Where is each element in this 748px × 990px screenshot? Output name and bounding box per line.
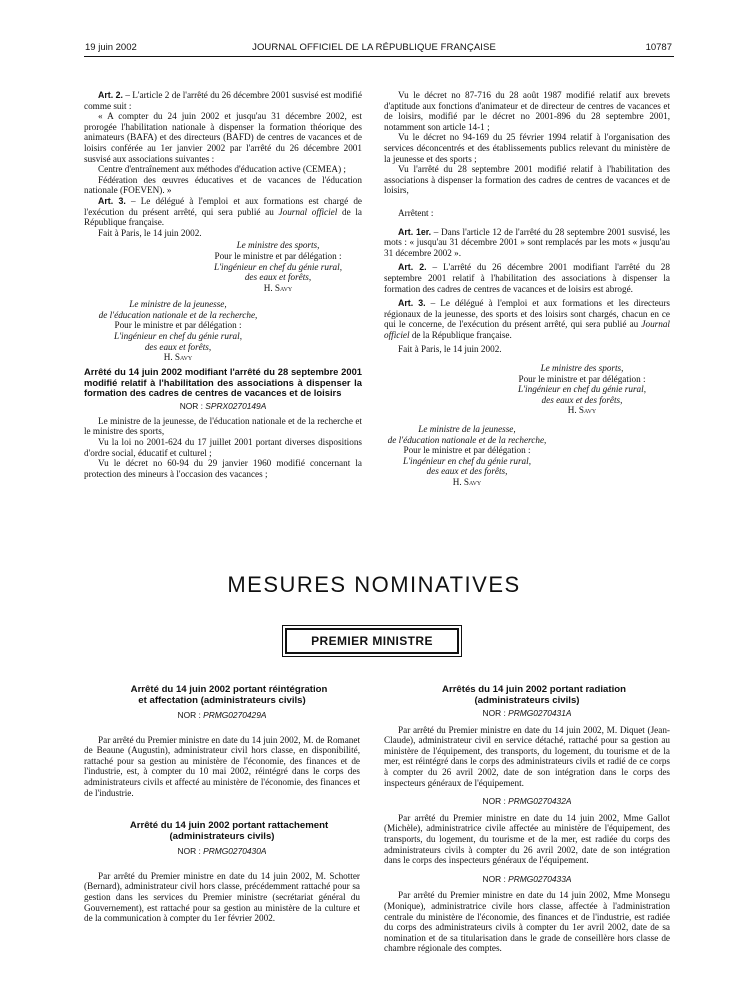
signature-block: Le ministre de la jeunesse, de l'éducation nationale et de la recherche, Pour le ministre et par délégation : L'ingénieur en chef du génie rural, des eaux et des forêts, H. Savy (387, 424, 547, 487)
nor-reference: NOR : PRMG0270430A (177, 846, 267, 857)
article-label: Art. 3. (398, 298, 426, 309)
top-right-column (384, 90, 670, 488)
nor-reference: NOR : SPRX0270149A (179, 401, 267, 412)
bottom-right-column (384, 684, 670, 954)
ministry-box: PREMIER MINISTRE (285, 628, 459, 654)
body-paragraph: Vu le décret no 94-169 du 25 février 1994 relatif à l'organisation des services déconcentrés et des établissements publics relevant du ministère de la jeunesse et des sports ; (384, 132, 670, 164)
header-journal-title: JOURNAL OFFICIEL DE LA RÉPUBLIQUE FRANÇAISE (252, 42, 496, 53)
nor-reference: NOR : PRMG0270433A (482, 873, 572, 884)
decision-paragraph: Par arrêté du Premier ministre en date du 14 juin 2002, M. Diquet (Jean-Claude), administrateur civil en service détaché, rattaché pour sa gestion au ministère de l'équipement, des transports, du logement, du tourisme et de la mer, est réintégré dans le corps des administrateurs civils et radié de ce corps à compter du 26 avril 2002, date de son intégration dans le corps des inspecteurs généraux de l'équipement. (384, 724, 670, 788)
header-date: 19 juin 2002 (85, 42, 137, 53)
signature-block: Le ministre des sports, Pour le ministre et par délégation : L'ingénieur en chef du génie rural, des eaux et des forêts, H. Savy (517, 363, 646, 416)
article-label: Art. 3. (98, 195, 126, 206)
signature-block: Le ministre de la jeunesse, de l'éducation nationale et de la recherche, Pour le ministre et par délégation : L'ingénieur en chef du génie rural, des eaux et forêts, H. Savy (98, 299, 258, 363)
body-paragraph: Vu le décret no 60-94 du 29 janvier 1960 modifié concernant la protection des mineurs à l'occasion des vacances ; (84, 458, 362, 479)
article-2-paragraph: Art. 2. – L'arrêté du 26 décembre 2001 modifiant l'arrêté du 28 septembre 2001 relatif à l'habilitation des associations à dispenser la formation des cadres de centres de vacances et de loisirs est abrogé. (384, 262, 670, 294)
article-3-paragraph: Art. 3. – Le délégué à l'emploi et aux formations est chargé de l'exécution du présent arrêté, qui sera publié au Journal officiel de la République française. (84, 195, 363, 228)
decision-paragraph: Par arrêté du Premier ministre en date du 14 juin 2002, Mme Gallot (Michèle), administratrice civile affectée au ministère de l'équipement, des transports, du logement, du tourisme et de la mer, est radiée du corps des administrateurs civils à compter du 26 avril 2002, date de son intégration dans le corps des inspecteurs généraux de l'équipement. (384, 812, 670, 866)
fait-a-paris: Fait à Paris, le 14 juin 2002. (98, 227, 202, 238)
nor-reference: NOR : PRMG0270429A (177, 710, 267, 720)
article-2-paragraph: Art. 2. – L'article 2 de l'arrêté du 26 décembre 2001 susvisé est modifié comme suit : (84, 90, 362, 111)
decision-paragraph: Par arrêté du Premier ministre en date du 14 juin 2002, Mme Monsegu (Monique), administratrice civile hors classe, affectée à l'administration centrale du ministère de l'économie, des finances et de l'industrie, est radiée du corps des administrateurs civils à compter du 1er avril 2002, date de sa nomination et de sa titularisation dans le grade de conseillère hors classe de chambre régionale des comptes. (384, 890, 670, 954)
header-rule (84, 56, 674, 57)
body-paragraph: Le ministre de la jeunesse, de l'éducation nationale et de la recherche et le ministre des sports, (84, 415, 362, 437)
section-title: MESURES NOMINATIVES (227, 572, 521, 597)
body-paragraph: Vu le décret no 87-716 du 28 août 1987 modifié relatif aux brevets d'aptitude aux fonctions d'animateur et de directeur de centres de vacances et de loisirs, modifié par le décret no 2001-896 du 28 septembre 2001, notamment son article 14-1 ; (384, 90, 670, 132)
arrete-title: Arrêté du 14 juin 2002 portant réintégration et affectation (administrateurs civils) (130, 684, 328, 706)
article-3-paragraph: Art. 3. – Le délégué à l'emploi et aux formations et les directeurs régionaux de la jeunesse, des sports et des loisirs sont chargés, chacun en ce qui le concerne, de l'exécution du présent arrêté, qui sera publié au Journal officiel de la République française. (384, 298, 670, 340)
quote-paragraph: « A compter du 24 juin 2002 et jusqu'au 31 décembre 2002, est prorogée l'habilitation nationale à dispenser la formation théorique des animateurs (BAFA) et des directeurs (BAFD) de centres de vacances et de loisirs conférée au 1er janvier 2002 par l'arrêté du 26 décembre 2001 susvisé aux associations suivantes : (84, 111, 362, 164)
article-label: Art. 1er. (398, 226, 432, 237)
article-1-paragraph: Art. 1er. – Dans l'article 12 de l'arrêté du 28 septembre 2001 susvisé, les mots : « jusqu'au 31 décembre 2001 » sont remplacés par les mots « jusqu'au 31 décembre 2002 ». (384, 226, 670, 258)
arrete-title: Arrêté du 14 juin 2002 portant rattachement (administrateurs civils) (129, 820, 329, 843)
top-left-column (84, 90, 362, 479)
body-paragraph: Vu la loi no 2001-624 du 17 juillet 2001 portant diverses dispositions d'ordre social, éducatif et culturel ; (84, 437, 362, 458)
arrete-title: Arrêtés du 14 juin 2002 portant radiation (administrateurs civils) (442, 684, 626, 706)
bottom-left-column (84, 684, 360, 924)
arrete-title: Arrêté du 14 juin 2002 modifiant l'arrêté du 28 septembre 2001 modifié relatif à l'habilitation des associations à dispenser la formation des cadres de centres de vacances et de loisirs (84, 365, 362, 399)
nor-reference: NOR : PRMG0270432A (482, 796, 572, 807)
nor-reference: NOR : PRMG0270431A (482, 708, 572, 718)
association-item: Fédération des œuvres éducatives et de vacances de l'éducation nationale (FOEVEN). » (84, 174, 362, 196)
arretent-heading: Arrêtent : (398, 207, 434, 218)
article-label: Art. 2. (398, 262, 427, 273)
decision-paragraph: Par arrêté du Premier ministre en date du 14 juin 2002, M. de Romanet de Beaune (Augustin), administrateur civil hors classe, en disponibilité, rattaché pour sa gestion au ministère de l'économie, des finances et de l'industrie, est, à compter du 10 mai 2002, réintégré dans le corps des administrateurs civils et affecté au ministère de l'économie, des finances et de l'industrie. (84, 734, 360, 798)
running-header (0, 42, 748, 56)
body-paragraph: Vu l'arrêté du 28 septembre 2001 modifié relatif à l'habilitation des associations à dispenser la formation des cadres de centres de vacances et de loisirs, (384, 164, 670, 196)
association-item: Centre d'entraînement aux méthodes d'éducation active (CEMEA) ; (98, 164, 346, 175)
fait-a-paris: Fait à Paris, le 14 juin 2002. (398, 344, 502, 355)
article-label: Art. 2. (98, 90, 123, 100)
decision-paragraph: Par arrêté du Premier ministre en date du 14 juin 2002, M. Schotter (Bernard), administrateur civil hors classe, précédemment rattaché pour sa gestion dans les services du Premier ministre (secrétariat général du Gouvernement), est rattaché pour sa gestion au ministère de la culture et de la communication à compter du 1er février 2002. (84, 870, 360, 924)
signature-block: Le ministre des sports, Pour le ministre et par délégation : L'ingénieur en chef du génie rural, des eaux et forêts, H. Savy (213, 240, 342, 293)
header-page-number: 10787 (645, 42, 672, 53)
